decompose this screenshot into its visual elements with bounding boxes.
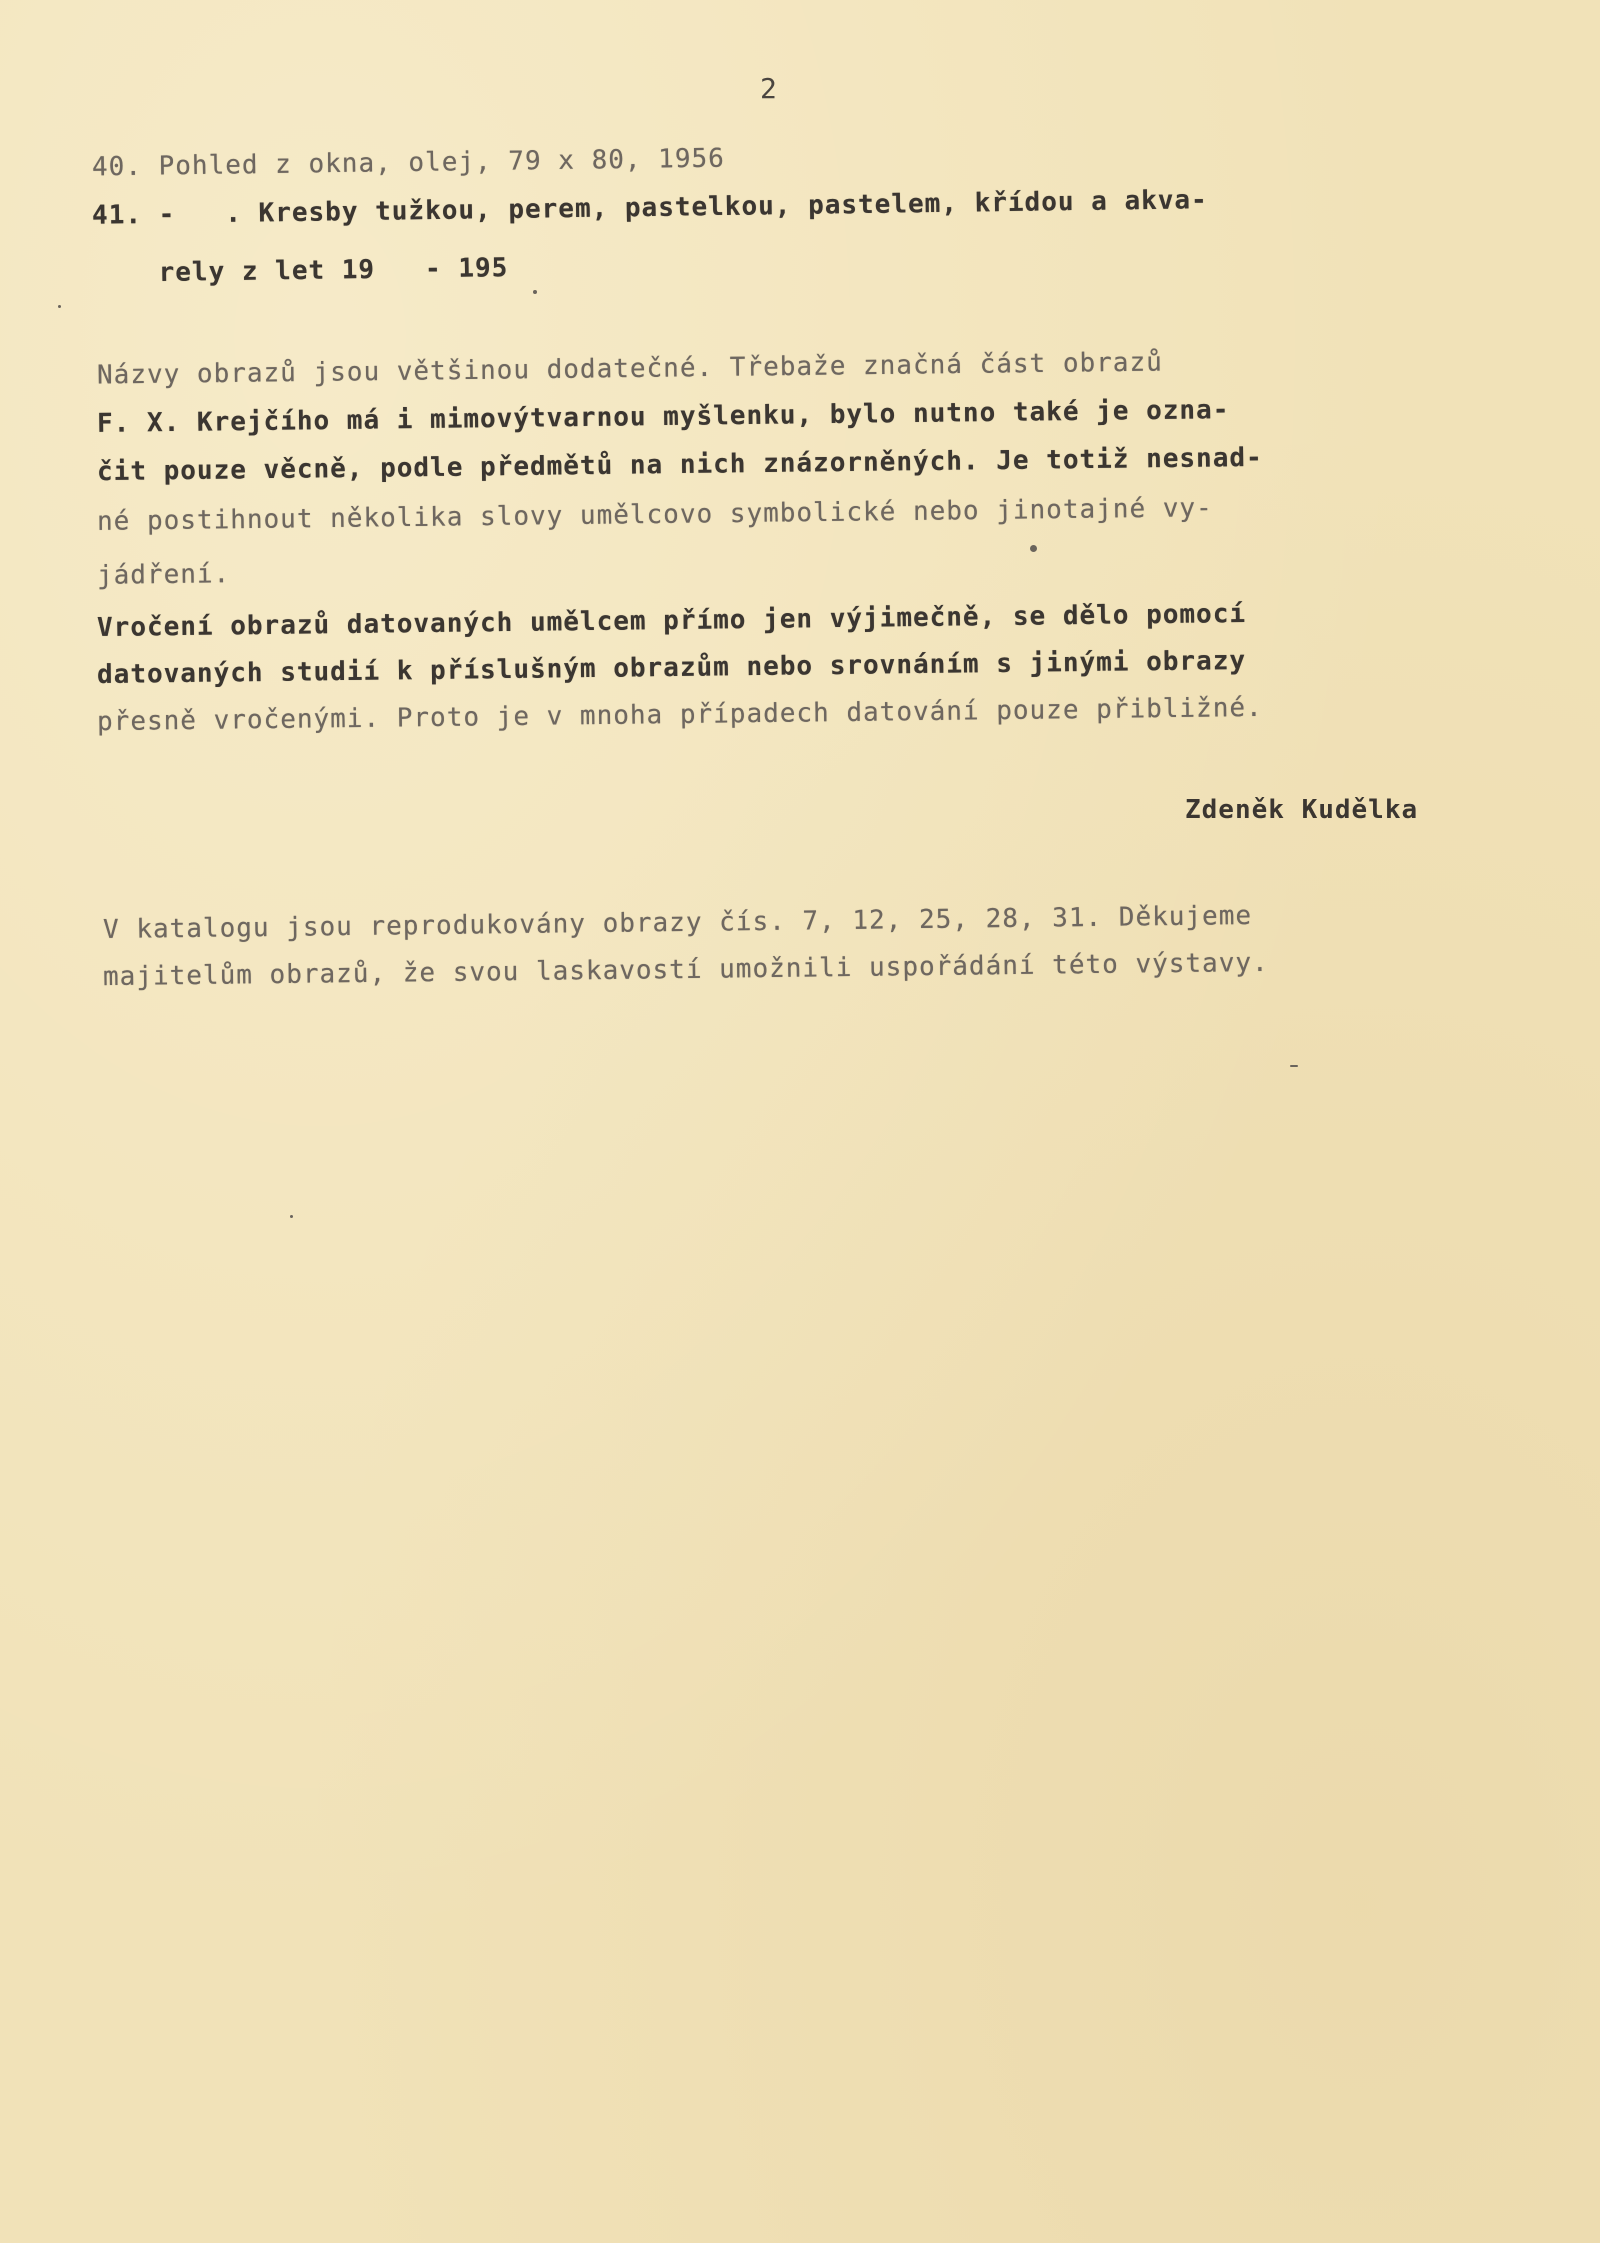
catalog-entry-41-continuation: rely z let 19 - 195 bbox=[91, 253, 509, 289]
paper-speck bbox=[533, 290, 537, 294]
paper-speck bbox=[290, 1215, 293, 1218]
page-number: 2 bbox=[760, 72, 777, 105]
note-line-7: datovaných studií k příslušným obrazům nebo srovnáním s jinými obrazy bbox=[96, 645, 1247, 691]
note-line-1: Názvy obrazů jsou většinou dodatečné. Třebaže značná část obrazů bbox=[96, 347, 1163, 391]
note-line-4: né postihnout několika slovy umělcovo symbolické nebo jinotajné vy- bbox=[96, 493, 1213, 537]
note-line-5: jádření. bbox=[96, 559, 231, 591]
paper-speck bbox=[1290, 1065, 1298, 1067]
acknowledgement-line-2: majitelům obrazů, že svou laskavostí umožnili uspořádání této výstavy. bbox=[102, 947, 1269, 993]
catalog-entry-40: 40. Pohled z okna, olej, 79 x 80, 1956 bbox=[91, 143, 726, 183]
acknowledgement-line-1: V katalogu jsou reprodukovány obrazy čís. 7, 12, 25, 28, 31. Děkujeme bbox=[102, 900, 1253, 946]
catalog-entry-41: 41. - . Kresby tužkou, perem, pastelkou, pastelem, křídou a akva- bbox=[91, 185, 1208, 231]
note-line-6: Vročení obrazů datovaných umělcem přímo jen výjimečně, se dělo pomocí bbox=[96, 598, 1247, 644]
paper-speck bbox=[1030, 545, 1037, 552]
note-line-2: F. X. Krejčího má i mimovýtvarnou myšlenku, bylo nutno také je ozna- bbox=[96, 395, 1230, 439]
author-signature: Zdeněk Kudělka bbox=[1185, 795, 1419, 825]
note-line-8: přesně vročenými. Proto je v mnoha případech datování pouze přibližné. bbox=[96, 692, 1263, 738]
note-line-3: čit pouze věcně, podle předmětů na nich znázorněných. Je totiž nesnad- bbox=[96, 442, 1263, 488]
paper-speck bbox=[58, 305, 61, 308]
